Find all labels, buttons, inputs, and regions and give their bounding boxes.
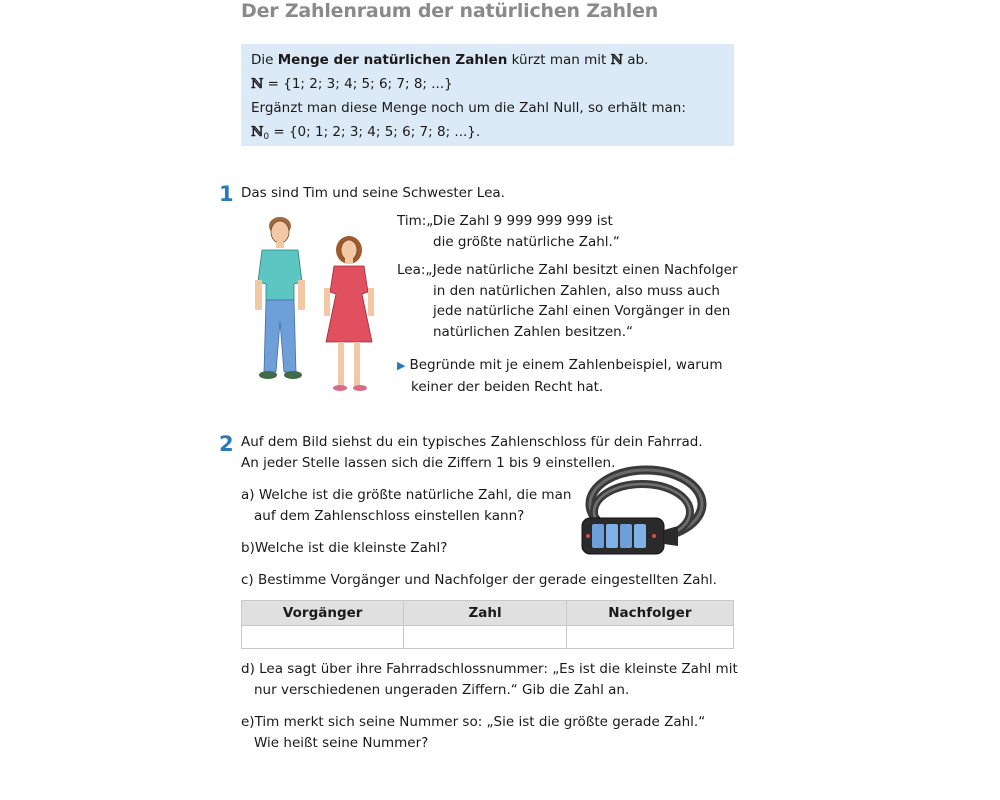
tim-and-lea-illustration (244, 212, 384, 402)
lea-quote (397, 260, 738, 342)
definition-line-3: Ergänzt man diese Menge noch um die Zahl Null, so erhält man: (251, 100, 686, 116)
lea-label: Lea: (397, 262, 426, 278)
natural-numbers-zero-set: = {0; 1; 2; 3; 4; 5; 6; 7; 8; ...}. (269, 124, 481, 140)
natural-numbers-symbol: ℕ (610, 52, 623, 68)
table-row (242, 626, 734, 649)
lea-quote-line-1: „Jede natürliche Zahl besitzt einen Nachfolger (425, 262, 738, 278)
task-1-intro: Das sind Tim und seine Schwester Lea. (241, 185, 505, 201)
tim-quote-line-1: „Die Zahl 9 999 999 999 ist (426, 213, 613, 229)
definition-line-4 (251, 120, 724, 149)
tim-figure (255, 217, 305, 379)
lea-quote-line-4: natürlichen Zahlen besitzen.“ (433, 323, 634, 340)
definition-box (241, 44, 734, 146)
table-header-row (242, 601, 734, 626)
task-2-intro-2: An jeder Stelle lassen sich die Ziffern 1 bis 9 einstellen. (241, 455, 616, 471)
instruction-line-1: Begründe mit je einem Zahlenbeispiel, warum (409, 357, 723, 373)
task-1-number: 1 (219, 182, 234, 206)
tim-label: Tim: (397, 213, 427, 229)
lea-quote-line-2: in den natürlichen Zahlen, also muss auch (433, 282, 720, 299)
task-2-number: 2 (219, 432, 234, 456)
lea-figure (324, 236, 374, 391)
predecessor-answer-cell[interactable] (242, 626, 404, 649)
task-2d-line-1: d) Lea sagt über ihre Fahrradschlossnummer: „Es ist die kleinste Zahl mit (241, 661, 738, 677)
column-header-predecessor: Vorgänger (242, 601, 404, 626)
natural-numbers-set: = {1; 2; 3; 4; 5; 6; 7; 8; ...} (263, 76, 453, 92)
column-header-number: Zahl (404, 601, 566, 626)
task-2d-line-2: nur verschiedenen ungeraden Ziffern.“ Gib die Zahl an. (254, 682, 630, 698)
definition-text: kürzt man mit (507, 52, 611, 68)
task-1-instruction (397, 355, 723, 397)
definition-text: Die (251, 52, 278, 68)
column-header-successor: Nachfolger (566, 601, 733, 626)
task-2a-line-1: a) Welche ist die größte natürliche Zahl, die man (241, 487, 572, 503)
subscript-zero: 0 (263, 132, 270, 142)
task-2e-line-1: e)Tim merkt sich seine Nummer so: „Sie ist die größte gerade Zahl.“ (241, 714, 706, 730)
task-2-intro-1: Auf dem Bild siehst du ein typisches Zahlenschloss für dein Fahrrad. (241, 434, 703, 450)
natural-numbers-symbol: ℕ (251, 124, 264, 140)
task-2b: b)Welche ist die kleinste Zahl? (241, 540, 448, 556)
lea-quote-line-3: jede natürliche Zahl einen Vorgänger in den (433, 303, 731, 319)
tim-quote-line-2: die größte natürliche Zahl.“ (433, 233, 620, 250)
successor-answer-cell[interactable] (566, 626, 733, 649)
number-answer-cell[interactable] (404, 626, 566, 649)
task-2e-line-2: Wie heißt seine Nummer? (254, 735, 429, 751)
definition-line-2 (251, 72, 724, 96)
natural-numbers-symbol: ℕ (251, 76, 264, 92)
definition-term: Menge der natürlichen Zahlen (277, 52, 508, 68)
instruction-line-2: keiner der beiden Recht hat. (411, 378, 604, 395)
definition-line-1 (251, 48, 724, 72)
tim-quote (397, 211, 620, 252)
triangle-bullet-icon: ▶ (397, 359, 406, 372)
task-2c: c) Bestimme Vorgänger und Nachfolger der gerade eingestellten Zahl. (241, 572, 717, 588)
combination-lock-illustration (574, 458, 710, 564)
definition-text: ab. (622, 52, 649, 68)
task-2a-line-2: auf dem Zahlenschloss einstellen kann? (254, 508, 525, 524)
page-title: Der Zahlenraum der natürlichen Zahlen (241, 0, 659, 22)
predecessor-successor-table (241, 600, 734, 649)
